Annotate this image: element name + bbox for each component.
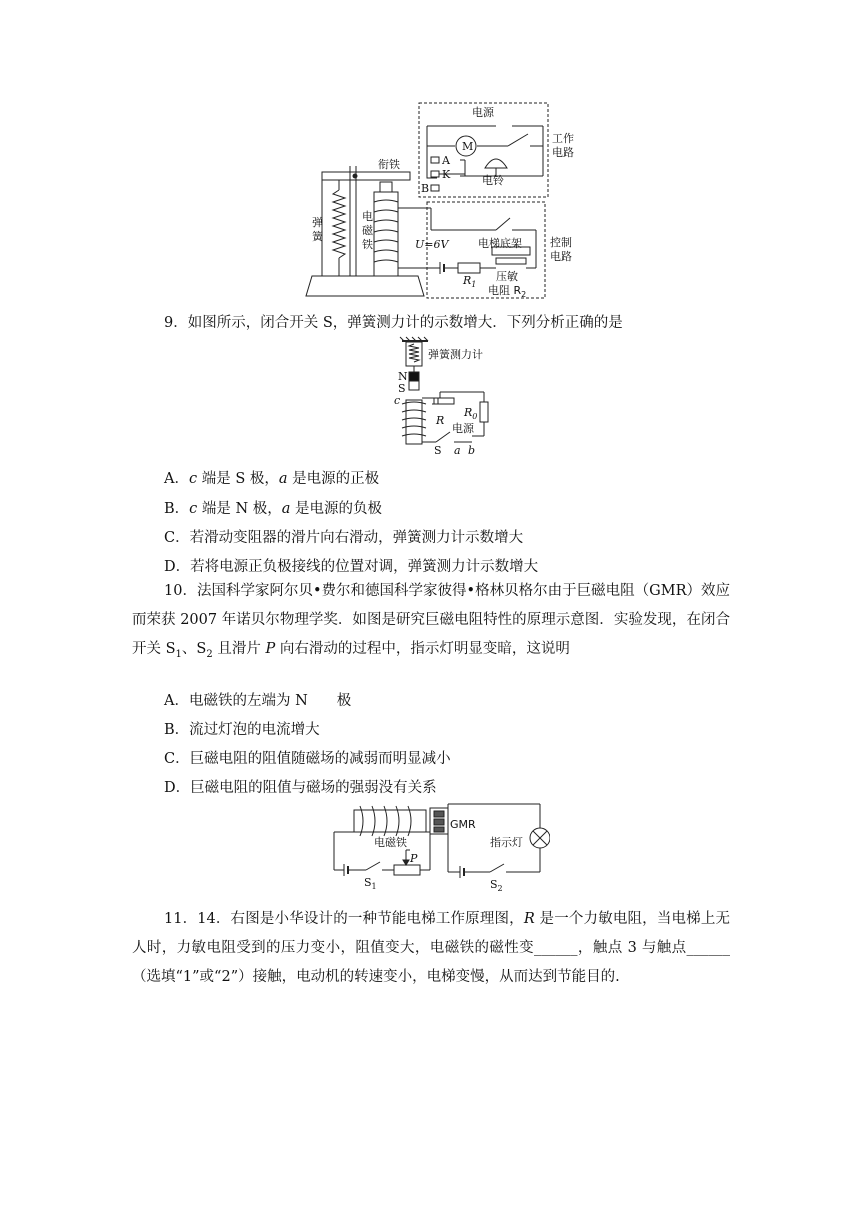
fig1-control-label-1: 控制 [550,236,572,249]
q9-terminal-a: a [454,444,461,457]
fig1-contact-k: K [442,168,451,181]
elevator-circuit-diagram [300,98,600,300]
q9-scale-label: 弹簧测力计 [428,348,483,361]
fig1-contact-b: B [421,182,430,195]
fig1-power-label: 电源 [472,106,494,119]
fig1-magnet-label-2: 磁 [362,224,373,237]
q10-option-b: B．流过灯泡的电流增大 [164,722,320,738]
q9-switch-label: S [434,444,442,457]
fig1-magnet-label-1: 电 [362,210,373,223]
q9-source-label: 电源 [452,422,474,435]
q9-option-d: D．若将电源正负极接线的位置对调，弹簧测力计示数增大 [164,559,539,575]
fig1-bell-label: 电铃 [482,174,504,187]
q11-text: 11．14．右图是小华设计的一种节能电梯工作原理图，R 是一个力敏电阻，当电梯上无人时，力敏电阻受到的压力变小，阻值变大，电磁铁的磁性变______，触点 3 与触点______（选填“1”或“2”）接触，电动机的转速变小，电梯变慢，从而达到节能目的. [132,911,731,985]
q10-gmr-circuit-diagram [330,800,550,892]
fig1-contact-a: A [442,154,450,167]
q10-switch-s1: $S_1$ [364,876,377,891]
q9-end-c: c [394,394,401,407]
fig1-base-label: 电梯底架 [478,237,522,250]
fig1-work-label-2: 电路 [552,146,574,159]
q10-slider-p: P [410,852,418,865]
fig1-magnet-label-3: 铁 [362,238,373,251]
q9-terminal-b: b [468,444,476,457]
q9-option-c: C．若滑动变阻器的滑片向右滑动，弹簧测力计示数增大 [164,530,524,546]
q9-pole-s: S [398,382,406,395]
fig1-voltage-label: U=6V [415,238,449,251]
q10-option-d: D．巨磁电阻的阻值与磁场的强弱没有关系 [164,780,437,796]
q9-option-a: A．c 端是 S 极，a 是电源的正极 [164,471,380,487]
fig1-control-label-2: 电路 [550,250,572,263]
fig1-spring-label-1: 弹 [312,216,323,229]
q9-option-b: B．c 端是 N 极，a 是电源的负极 [164,501,383,517]
q9-circuit-diagram [392,336,532,458]
q10-option-c: C．巨磁电阻的阻值随磁场的减弱而明显减小 [164,751,451,767]
fig1-motor-label: M [462,140,474,153]
fig1-work-label-1: 工作 [552,132,574,145]
q9-pole-n: N [398,370,408,383]
fig1-armature-label: 衔铁 [378,158,400,171]
fig1-r2-label: 电阻 $R_2$ [488,284,527,299]
q10-option-a: A．电磁铁的左端为 N 极 [164,693,352,709]
q10-lamp-label: 指示灯 [490,836,523,849]
q10-stem: 10．法国科学家阿尔贝•费尔和德国科学家彼得•格林贝格尔由于巨磁电阻（GMR）效应而荣获 2007 年诺贝尔物理学奖．如图是研究巨磁电阻特性的原理示意图．实验发现，在闭合开关 $S_1$、$S_2$ 且滑片 P 向右滑动的过程中，指示灯明显变暗，这说明 [132,583,730,660]
q10-magnet-label: 电磁铁 [374,836,407,849]
q9-rheostat-label: R [436,414,445,427]
q9-stem: 9．如图所示，闭合开关 S，弹簧测力计的示数增大．下列分析正确的是 [164,315,623,331]
q9-r0-label: $R_0$ [464,406,478,421]
fig1-spring-label-2: 簧 [312,230,323,243]
q10-switch-s2: $S_2$ [490,878,503,892]
fig1-r1-label: $R_1$ [463,274,477,289]
fig1-press-label: 压敏 [496,270,518,283]
q10-gmr-label: GMR [450,818,476,831]
